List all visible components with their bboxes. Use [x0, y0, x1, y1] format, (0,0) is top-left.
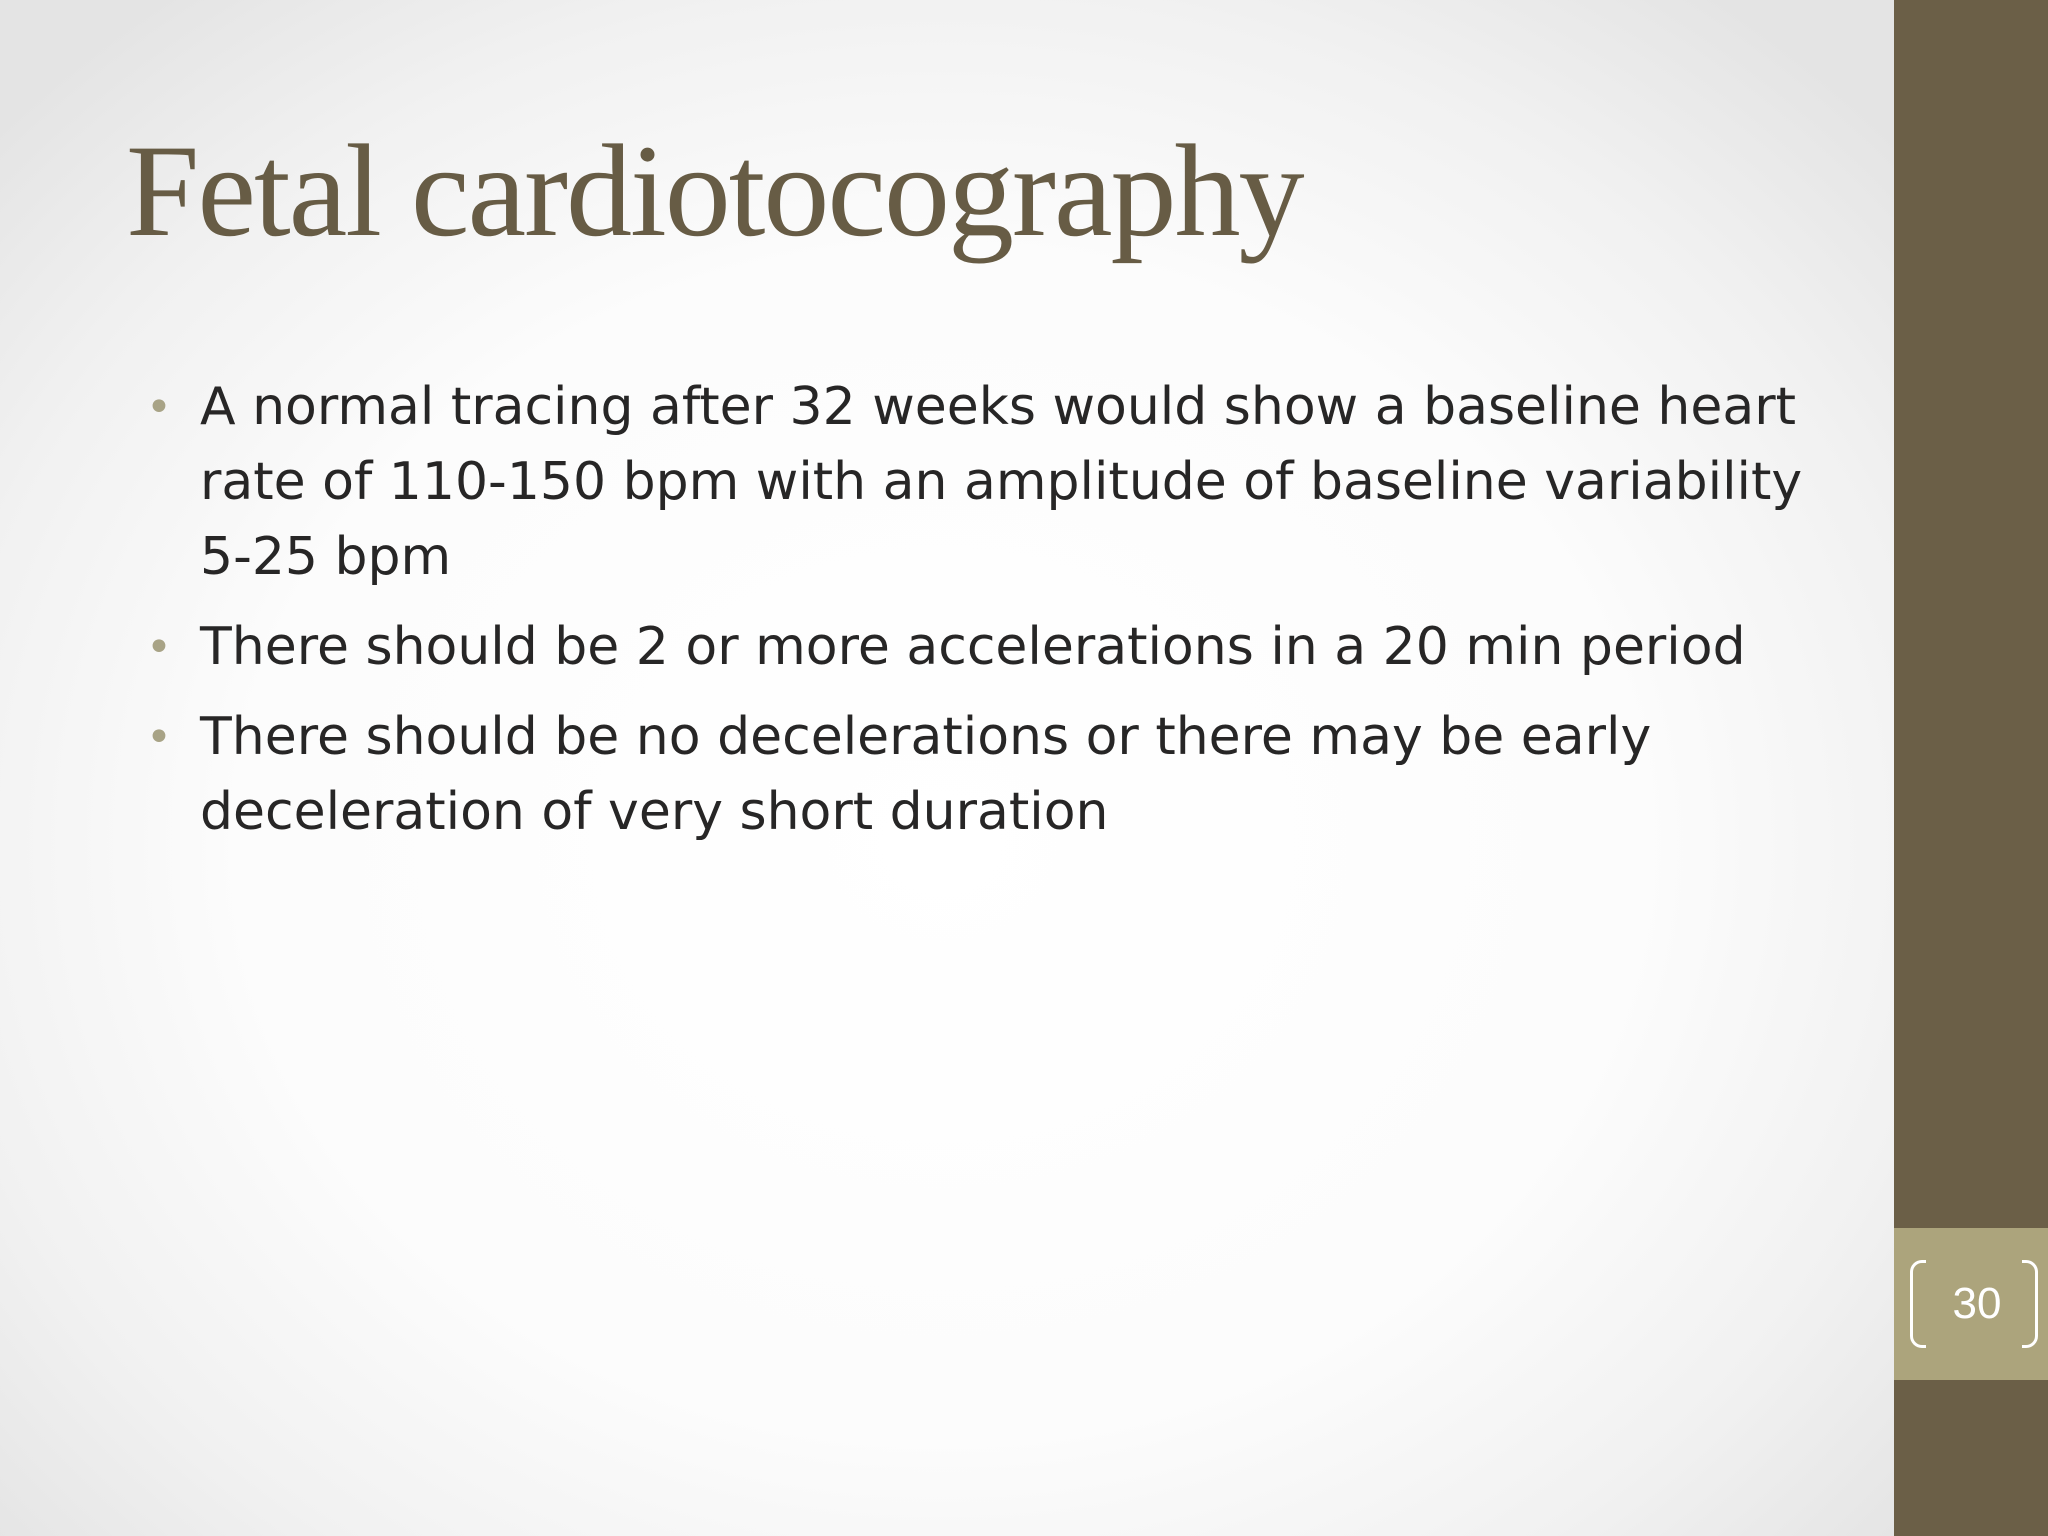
bullet-list [144, 370, 1844, 865]
bullet-item [144, 370, 1844, 595]
bullet-text: There should be 2 or more accelerations in a 20 min period [200, 617, 1746, 677]
bullet-dot-icon: • [146, 712, 172, 763]
page-number-box [1894, 1228, 2048, 1380]
right-bracket-icon [2022, 1260, 2038, 1348]
bullet-dot-icon: • [146, 622, 172, 673]
slide-title: Fetal cardiotocography [126, 117, 1303, 264]
page-number: 30 [1952, 1279, 2002, 1328]
bullet-item [144, 700, 1844, 850]
bullet-item [144, 610, 1844, 685]
bullet-text: A normal tracing after 32 weeks would show a baseline heart rate of 110-150 bpm with an amplitude of baseline variability 5-25 bpm [200, 377, 1803, 587]
bullet-text: There should be no decelerations or there may be early deceleration of very short duration [200, 707, 1652, 842]
bullet-dot-icon: • [146, 382, 172, 433]
